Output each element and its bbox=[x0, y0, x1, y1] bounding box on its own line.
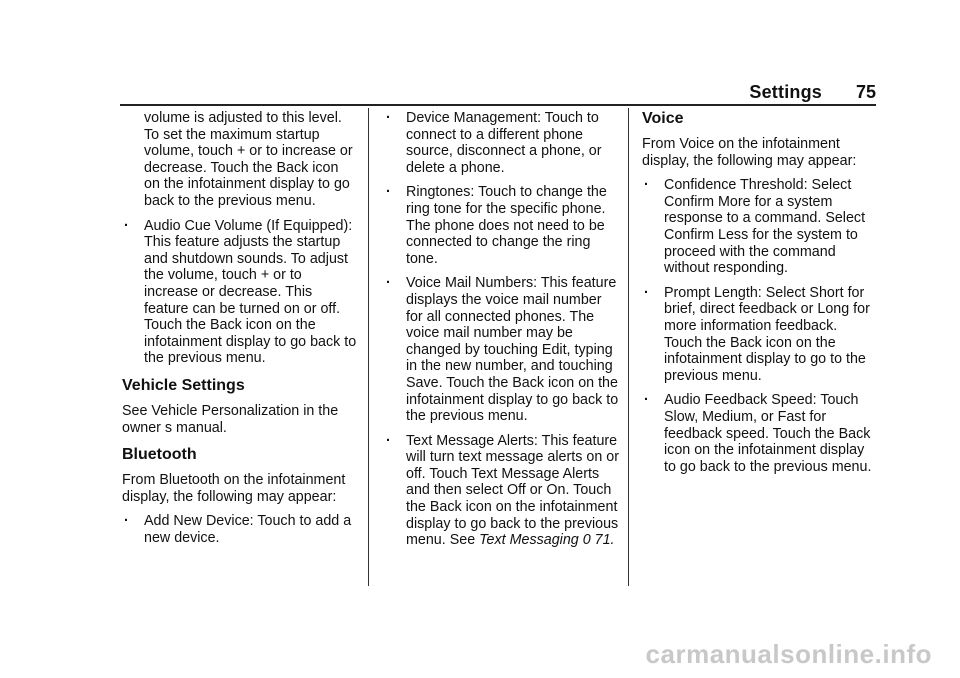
column-2 bbox=[384, 110, 620, 557]
paragraph: See Vehicle Personalization in the owner s manual. bbox=[122, 402, 339, 436]
list-item-text: Text Message Alerts: This feature will turn text message alerts on or off. Touch Text Message Alerts and then select Off or On. Touch the Back icon on the infotainment display to go back to the previous menu. See bbox=[406, 432, 619, 549]
column-1 bbox=[122, 110, 358, 554]
list-item bbox=[122, 513, 358, 546]
paragraph: From Voice on the infotainment display, the following may appear: bbox=[642, 136, 857, 169]
bullet-icon: · bbox=[386, 432, 391, 449]
bullet-icon: · bbox=[386, 275, 391, 292]
paragraph: From Bluetooth on the infotainment display, the following may appear: bbox=[122, 472, 346, 505]
page-header bbox=[120, 80, 876, 106]
section-heading: Bluetooth bbox=[122, 446, 197, 464]
list-item-text: Ringtones: Touch to change the ring tone for the specific phone. The phone does not need to be connected to change the ring tone. bbox=[406, 184, 607, 267]
list-item-text: Audio Cue Volume (If Equipped): This feature adjusts the startup and shutdown sounds. To adjust the volume, touch + or to increase or decrease. This feature can be turned on or off. Touch the Back icon on the infotainment display to go back to the previous menu. bbox=[144, 217, 357, 367]
list-item bbox=[384, 275, 620, 424]
list-item-text: Add New Device: Touch to add a new device. bbox=[144, 513, 352, 546]
list-item bbox=[384, 184, 620, 267]
list-item bbox=[384, 433, 620, 549]
page-number: 75 bbox=[855, 82, 876, 102]
list-item bbox=[122, 218, 358, 367]
section-heading: Voice bbox=[642, 110, 684, 127]
column-divider bbox=[628, 108, 629, 586]
cross-reference-link[interactable]: Text Messaging bbox=[479, 532, 579, 549]
list-item-text: Confidence Threshold: Select Confirm More for a system response to a command. Select Confirm Less for the system to proceed with the command without responding. bbox=[664, 177, 866, 277]
bullet-icon: · bbox=[644, 284, 649, 301]
cross-reference-page: 0 71. bbox=[582, 532, 615, 549]
list-item bbox=[384, 110, 620, 176]
bullet-icon: · bbox=[124, 217, 129, 234]
section-heading: Vehicle Settings bbox=[122, 376, 245, 394]
bullet-icon: · bbox=[386, 110, 391, 126]
column-3 bbox=[642, 110, 878, 483]
section-title: Settings bbox=[749, 82, 822, 102]
bullet-icon: · bbox=[124, 513, 129, 530]
column-divider bbox=[368, 108, 369, 586]
list-item-text: Audio Feedback Speed: Touch Slow, Medium, or Fast for feedback speed. Touch the Back icon on the infotainment display to go back to the previous menu. bbox=[664, 392, 872, 475]
list-item-text: Prompt Length: Select Short for brief, direct feedback or Long for more information feedback. Touch the Back icon on the infotainment display to go to the previous menu. bbox=[664, 284, 870, 384]
paragraph: volume is adjusted to this level. To set the maximum startup volume, touch + or to increase or decrease. Touch the Back icon on the infotainment display to go back to the previous menu. bbox=[144, 110, 353, 209]
list-item bbox=[642, 285, 878, 385]
list-item-text: Voice Mail Numbers: This feature displays the voice mail number for all connected phones. The voice mail number may be changed by touching Edit, typing in the new number, and touching Save. Touch the Back icon on the infotainment display to go back to the previous menu. bbox=[406, 275, 619, 425]
watermark: carmanualsonline.info bbox=[645, 639, 932, 669]
list-item bbox=[642, 392, 878, 475]
bullet-icon: · bbox=[386, 184, 391, 201]
bullet-icon: · bbox=[644, 392, 649, 409]
list-item bbox=[642, 177, 878, 277]
bullet-icon: · bbox=[644, 177, 649, 194]
list-item-text: Device Management: Touch to connect to a different phone source, disconnect a phone, or delete a phone. bbox=[406, 110, 602, 176]
